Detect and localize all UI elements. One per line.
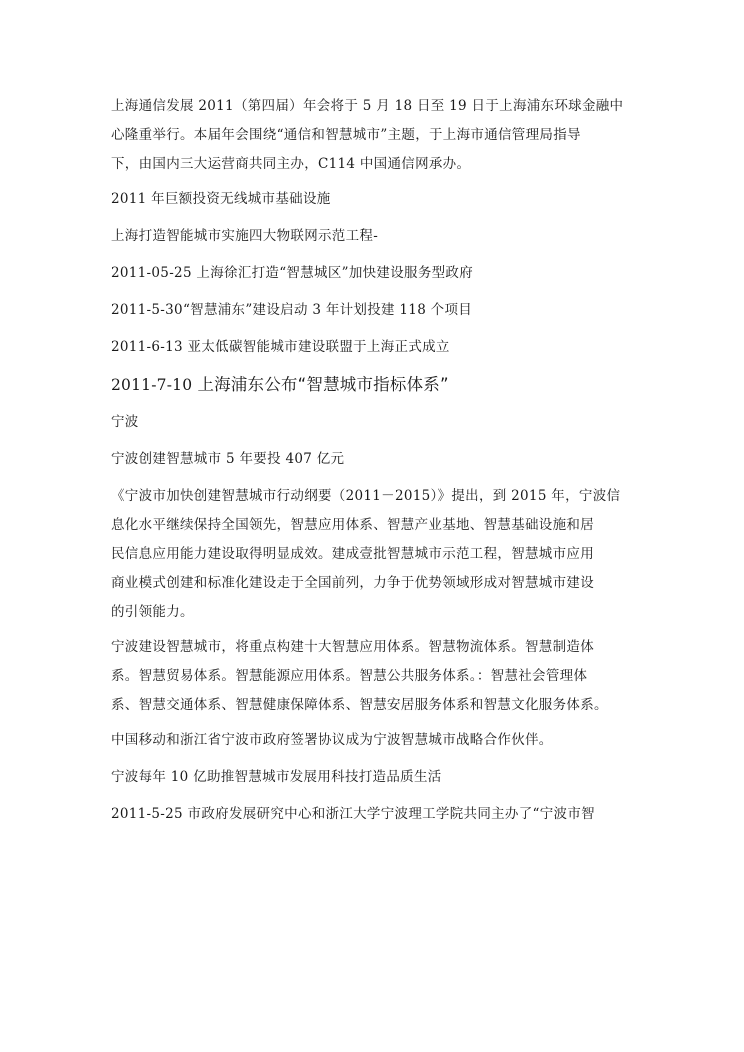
text-line: 上海通信发展 2011（第四届）年会将于 5 月 18 日至 19 日于上海浦东环球金融中 <box>111 98 624 114</box>
paragraph-ningbo-systems <box>111 633 641 720</box>
headline-china-mobile: 中国移动和浙江省宁波市政府签署协议成为宁波智慧城市战略合作伙伴。 <box>111 732 553 748</box>
headline-title: 上海浦东公布“智慧城市指标体系” <box>197 375 449 394</box>
text-line: 息化水平继续保持全国领先，智慧应用体系、智慧产业基地、智慧基础设施和居 <box>111 517 594 533</box>
headline-wireless-investment: 2011 年巨额投资无线城市基础设施 <box>111 191 331 207</box>
headline-pudong-index <box>111 370 641 400</box>
text-line: 《宁波市加快创建智慧城市行动纲要（2011－2015）》提出，到 2015 年，宁波信 <box>111 488 621 504</box>
text-line: 宁波建设智慧城市，将重点构建十大智慧应用体系。智慧物流体系。智慧制造体 <box>111 639 594 655</box>
text-line: 的引领能力。 <box>111 604 194 620</box>
headline-iot-projects: 上海打造智能城市实施四大物联网示范工程- <box>111 228 379 244</box>
document-body <box>111 92 641 829</box>
text-line: 系、智慧交通体系、智慧健康保障体系、智慧安居服务体系和智慧文化服务体系。 <box>111 697 608 713</box>
text-line: 商业模式创建和标准化建设走于全国前列，力争于优势领域形成对智慧城市建设 <box>111 575 594 591</box>
headline-date: 2011-7-10 <box>111 376 198 394</box>
headline-lowcarbon-alliance: 2011-6-13 亚太低碳智能城市建设联盟于上海正式成立 <box>111 339 450 355</box>
headline-xuhui: 2011-05-25 上海徐汇打造“智慧城区”加快建设服务型政府 <box>111 265 474 281</box>
text-line: 心隆重举行。本届年会围绕“通信和智慧城市”主题，于上海市通信管理局指导 <box>111 127 581 143</box>
text-line: 下，由国内三大运营商共同主办，C114 中国通信网承办。 <box>111 156 471 172</box>
section-title-ningbo: 宁波 <box>111 414 139 430</box>
headline-pudong-plan: 2011-5-30“智慧浦东”建设启动 3 年计划投建 118 个项目 <box>111 302 473 318</box>
text-line: 民信息应用能力建设取得明显成效。建成壹批智慧城市示范工程，智慧城市应用 <box>111 546 594 562</box>
paragraph-research-center: 2011-5-25 市政府发展研究中心和浙江大学宁波理工学院共同主办了“宁波市智 <box>111 806 595 822</box>
headline-ningbo-investment: 宁波创建智慧城市 5 年要投 407 亿元 <box>111 451 345 467</box>
paragraph-shanghai-conference <box>111 92 641 179</box>
headline-ningbo-annual: 宁波每年 10 亿助推智慧城市发展用科技打造品质生活 <box>111 769 442 785</box>
paragraph-ningbo-outline <box>111 482 641 627</box>
text-line: 系。智慧贸易体系。智慧能源应用体系。智慧公共服务体系。：智慧社会管理体 <box>111 668 588 684</box>
